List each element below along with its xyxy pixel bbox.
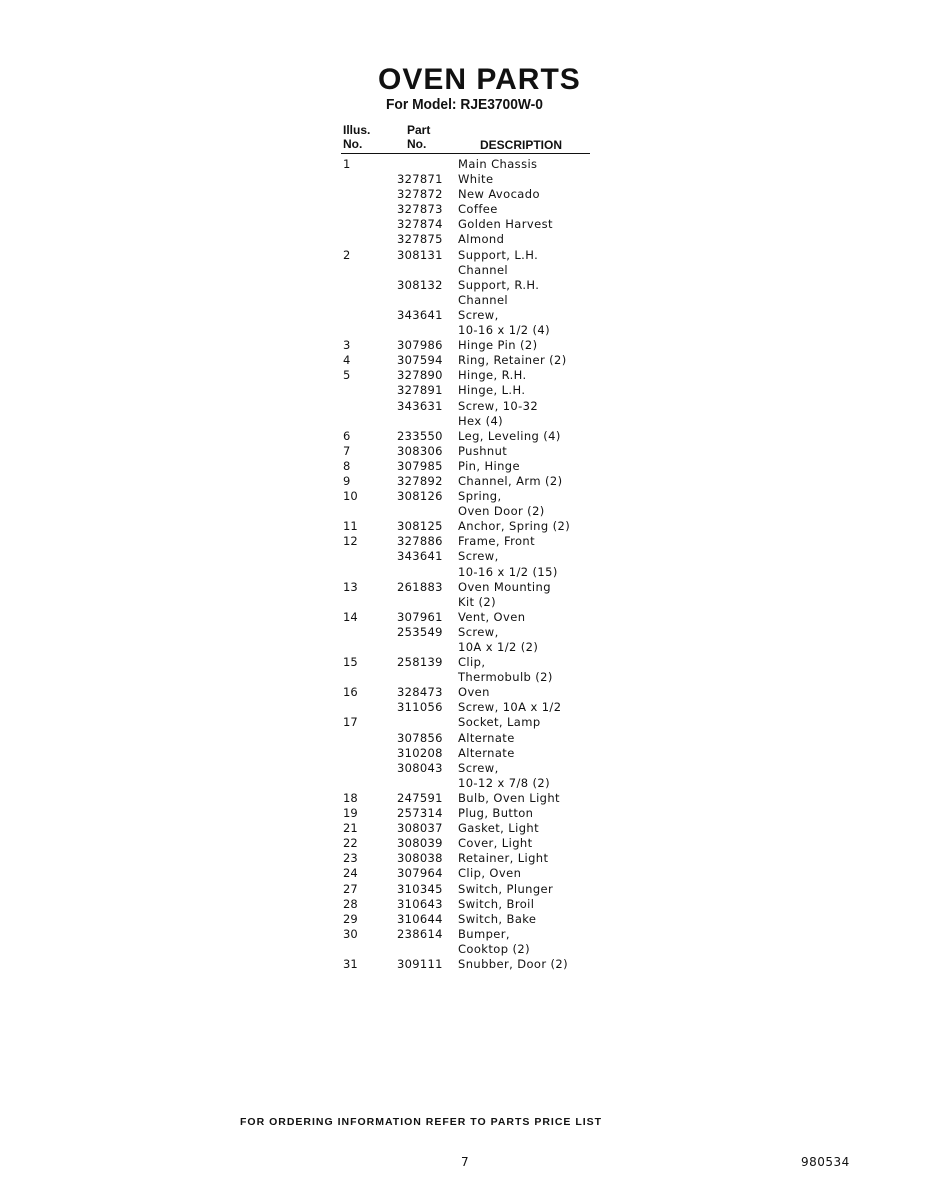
part-description: Support, L.H.	[458, 247, 539, 262]
page-title: OVEN PARTS	[378, 63, 581, 96]
part-description: Leg, Leveling (4)	[458, 428, 561, 443]
table-row	[0, 670, 951, 685]
illus-number: 14	[343, 609, 358, 624]
table-row	[0, 308, 951, 323]
part-description: Alternate	[458, 730, 515, 745]
part-description: Alternate	[458, 745, 515, 760]
table-row	[0, 549, 951, 564]
part-description: Pushnut	[458, 443, 508, 458]
part-number: 327892	[397, 473, 443, 488]
ordering-info-footer: FOR ORDERING INFORMATION REFER TO PARTS PRICE LIST	[240, 1116, 603, 1128]
table-row	[0, 157, 951, 172]
document-number: 980534	[801, 1155, 850, 1169]
illus-number: 3	[343, 338, 351, 353]
table-row	[0, 912, 951, 927]
illus-header-line1: Illus.	[343, 123, 371, 137]
part-description: Anchor, Spring (2)	[458, 519, 571, 534]
parts-table	[0, 157, 951, 972]
part-description: Almond	[458, 232, 505, 247]
table-row	[0, 882, 951, 897]
illus-number: 17	[343, 715, 358, 730]
table-row	[0, 489, 951, 504]
part-number: 343641	[397, 307, 443, 322]
table-row	[0, 595, 951, 610]
table-row	[0, 399, 951, 414]
part-description: Oven	[458, 685, 490, 700]
table-row	[0, 217, 951, 232]
table-row	[0, 700, 951, 715]
part-description: Switch, Bake	[458, 911, 537, 926]
part-description: Hex (4)	[458, 413, 504, 428]
part-description: Ring, Retainer (2)	[458, 353, 567, 368]
part-number: 310208	[397, 745, 443, 760]
part-description: Retainer, Light	[458, 851, 549, 866]
table-row	[0, 761, 951, 776]
table-row	[0, 746, 951, 761]
table-row	[0, 172, 951, 187]
table-row	[0, 791, 951, 806]
table-row	[0, 625, 951, 640]
part-description: Cover, Light	[458, 836, 533, 851]
part-description: Main Chassis	[458, 157, 538, 171]
part-number: 308132	[397, 277, 443, 292]
illus-number: 9	[343, 473, 351, 488]
table-row	[0, 942, 951, 957]
part-number: 327886	[397, 534, 443, 549]
illus-number: 23	[343, 851, 358, 866]
illus-number: 6	[343, 428, 351, 443]
part-number: 343631	[397, 398, 443, 413]
illus-number: 31	[343, 956, 358, 971]
table-row	[0, 565, 951, 580]
part-description: New Avocado	[458, 187, 540, 202]
illus-number: 21	[343, 821, 358, 836]
part-number: 261883	[397, 579, 443, 594]
table-row	[0, 202, 951, 217]
part-number: 327871	[397, 172, 443, 187]
table-row	[0, 504, 951, 519]
part-description: Bumper,	[458, 926, 510, 941]
part-description: Screw,	[458, 307, 499, 322]
table-row	[0, 957, 951, 972]
part-number: 310644	[397, 911, 443, 926]
part-description: Screw,	[458, 549, 499, 564]
part-description: Hinge, R.H.	[458, 368, 527, 383]
part-description: Thermobulb (2)	[458, 670, 553, 685]
part-description: Clip,	[458, 655, 486, 670]
part-description: Frame, Front	[458, 534, 536, 549]
table-row	[0, 580, 951, 595]
part-description: Hinge Pin (2)	[458, 338, 538, 353]
part-number: 307986	[397, 338, 443, 353]
part-number: 310643	[397, 896, 443, 911]
illus-number: 22	[343, 836, 358, 851]
table-row	[0, 368, 951, 383]
part-number: 327874	[397, 217, 443, 232]
illus-number: 30	[343, 926, 358, 941]
part-number: 307594	[397, 353, 443, 368]
part-number: 233550	[397, 428, 443, 443]
description-header: DESCRIPTION	[480, 138, 563, 152]
illus-number: 18	[343, 790, 358, 805]
part-no-header	[407, 123, 430, 151]
part-description: Switch, Broil	[458, 896, 535, 911]
illus-number: 28	[343, 896, 358, 911]
table-row	[0, 821, 951, 836]
table-row	[0, 323, 951, 338]
illus-number: 29	[343, 911, 358, 926]
part-description: Cooktop (2)	[458, 941, 530, 956]
part-number: 308306	[397, 443, 443, 458]
part-number: 307964	[397, 866, 443, 881]
table-row	[0, 776, 951, 791]
part-description: Bulb, Oven Light	[458, 790, 560, 805]
part-number: 328473	[397, 685, 443, 700]
part-description: Support, R.H.	[458, 277, 540, 292]
part-description: Pin, Hinge	[458, 458, 520, 473]
illus-number: 16	[343, 685, 358, 700]
table-row	[0, 655, 951, 670]
part-description: Plug, Button	[458, 806, 534, 821]
table-row	[0, 610, 951, 625]
part-description: 10-16 x 1/2 (4)	[458, 323, 550, 338]
table-row	[0, 263, 951, 278]
part-number: 308131	[397, 247, 443, 262]
page-number: 7	[461, 1155, 469, 1169]
part-description: Screw,	[458, 624, 499, 639]
table-row	[0, 731, 951, 746]
part-number: 327875	[397, 232, 443, 247]
illus-number: 8	[343, 458, 351, 473]
illus-number: 10	[343, 489, 358, 504]
illus-number: 13	[343, 579, 358, 594]
part-number: 308125	[397, 519, 443, 534]
illus-header-line2: No.	[343, 137, 363, 151]
table-row	[0, 187, 951, 202]
part-description: Oven Door (2)	[458, 504, 545, 519]
part-description: Snubber, Door (2)	[458, 956, 568, 971]
part-number: 308038	[397, 851, 443, 866]
part-header-line1: Part	[407, 123, 431, 137]
table-row	[0, 519, 951, 534]
table-row	[0, 278, 951, 293]
part-number: 308039	[397, 836, 443, 851]
part-header-line2: No.	[407, 137, 427, 151]
table-row	[0, 338, 951, 353]
part-number: 308037	[397, 821, 443, 836]
part-number: 327873	[397, 202, 443, 217]
part-number: 327890	[397, 368, 443, 383]
model-subtitle: For Model: RJE3700W-0	[386, 96, 543, 113]
part-description: Spring,	[458, 489, 502, 504]
table-row	[0, 429, 951, 444]
part-number: 311056	[397, 700, 443, 715]
table-row	[0, 293, 951, 308]
illus-number: 19	[343, 806, 358, 821]
table-row	[0, 232, 951, 247]
illus-number: 24	[343, 866, 358, 881]
table-row	[0, 685, 951, 700]
part-description: Kit (2)	[458, 594, 496, 609]
part-number: 247591	[397, 790, 443, 805]
part-description: 10A x 1/2 (2)	[458, 640, 539, 654]
table-row	[0, 806, 951, 821]
part-description: Socket, Lamp	[458, 715, 541, 730]
part-description: Screw, 10-32	[458, 398, 539, 413]
part-description: Screw, 10A x 1/2	[458, 700, 562, 715]
part-description: Clip, Oven	[458, 866, 522, 881]
header-rule	[341, 153, 590, 154]
table-row	[0, 866, 951, 881]
table-row	[0, 836, 951, 851]
part-description: Switch, Plunger	[458, 881, 554, 896]
part-number: 307985	[397, 458, 443, 473]
illus-number: 4	[343, 353, 351, 368]
part-description: Channel, Arm (2)	[458, 473, 563, 488]
part-number: 327891	[397, 383, 443, 398]
part-description: Gasket, Light	[458, 821, 539, 836]
table-row	[0, 444, 951, 459]
part-number: 308126	[397, 489, 443, 504]
part-description: Vent, Oven	[458, 609, 526, 624]
illus-number: 2	[343, 247, 351, 262]
table-row	[0, 353, 951, 368]
table-row	[0, 715, 951, 730]
part-description: Hinge, L.H.	[458, 383, 526, 398]
part-description: White	[458, 172, 494, 187]
part-description: Screw,	[458, 760, 499, 775]
table-row	[0, 248, 951, 263]
part-description: Golden Harvest	[458, 217, 553, 232]
illus-number: 5	[343, 368, 351, 383]
illus-number: 27	[343, 881, 358, 896]
part-number: 238614	[397, 926, 443, 941]
illus-number: 15	[343, 655, 358, 670]
table-row	[0, 383, 951, 398]
table-row	[0, 927, 951, 942]
illus-no-header	[343, 123, 370, 151]
part-number: 309111	[397, 956, 443, 971]
part-number: 253549	[397, 624, 443, 639]
table-row	[0, 459, 951, 474]
table-row	[0, 897, 951, 912]
part-description: Channel	[458, 262, 509, 277]
illus-number: 7	[343, 443, 351, 458]
part-number: 327872	[397, 187, 443, 202]
table-row	[0, 851, 951, 866]
illus-number: 11	[343, 519, 358, 534]
table-row	[0, 474, 951, 489]
part-number: 310345	[397, 881, 443, 896]
illus-number: 12	[343, 534, 358, 549]
table-row	[0, 414, 951, 429]
part-number: 307856	[397, 730, 443, 745]
part-number: 307961	[397, 609, 443, 624]
illus-number: 1	[343, 157, 351, 171]
part-description: Oven Mounting	[458, 579, 551, 594]
part-number: 343641	[397, 549, 443, 564]
part-number: 257314	[397, 806, 443, 821]
part-description: Channel	[458, 292, 509, 307]
part-description: 10-16 x 1/2 (15)	[458, 564, 558, 579]
part-number: 308043	[397, 760, 443, 775]
table-row	[0, 534, 951, 549]
part-description: Coffee	[458, 202, 498, 217]
part-description: 10-12 x 7/8 (2)	[458, 775, 550, 790]
part-number: 258139	[397, 655, 443, 670]
table-row	[0, 640, 951, 655]
